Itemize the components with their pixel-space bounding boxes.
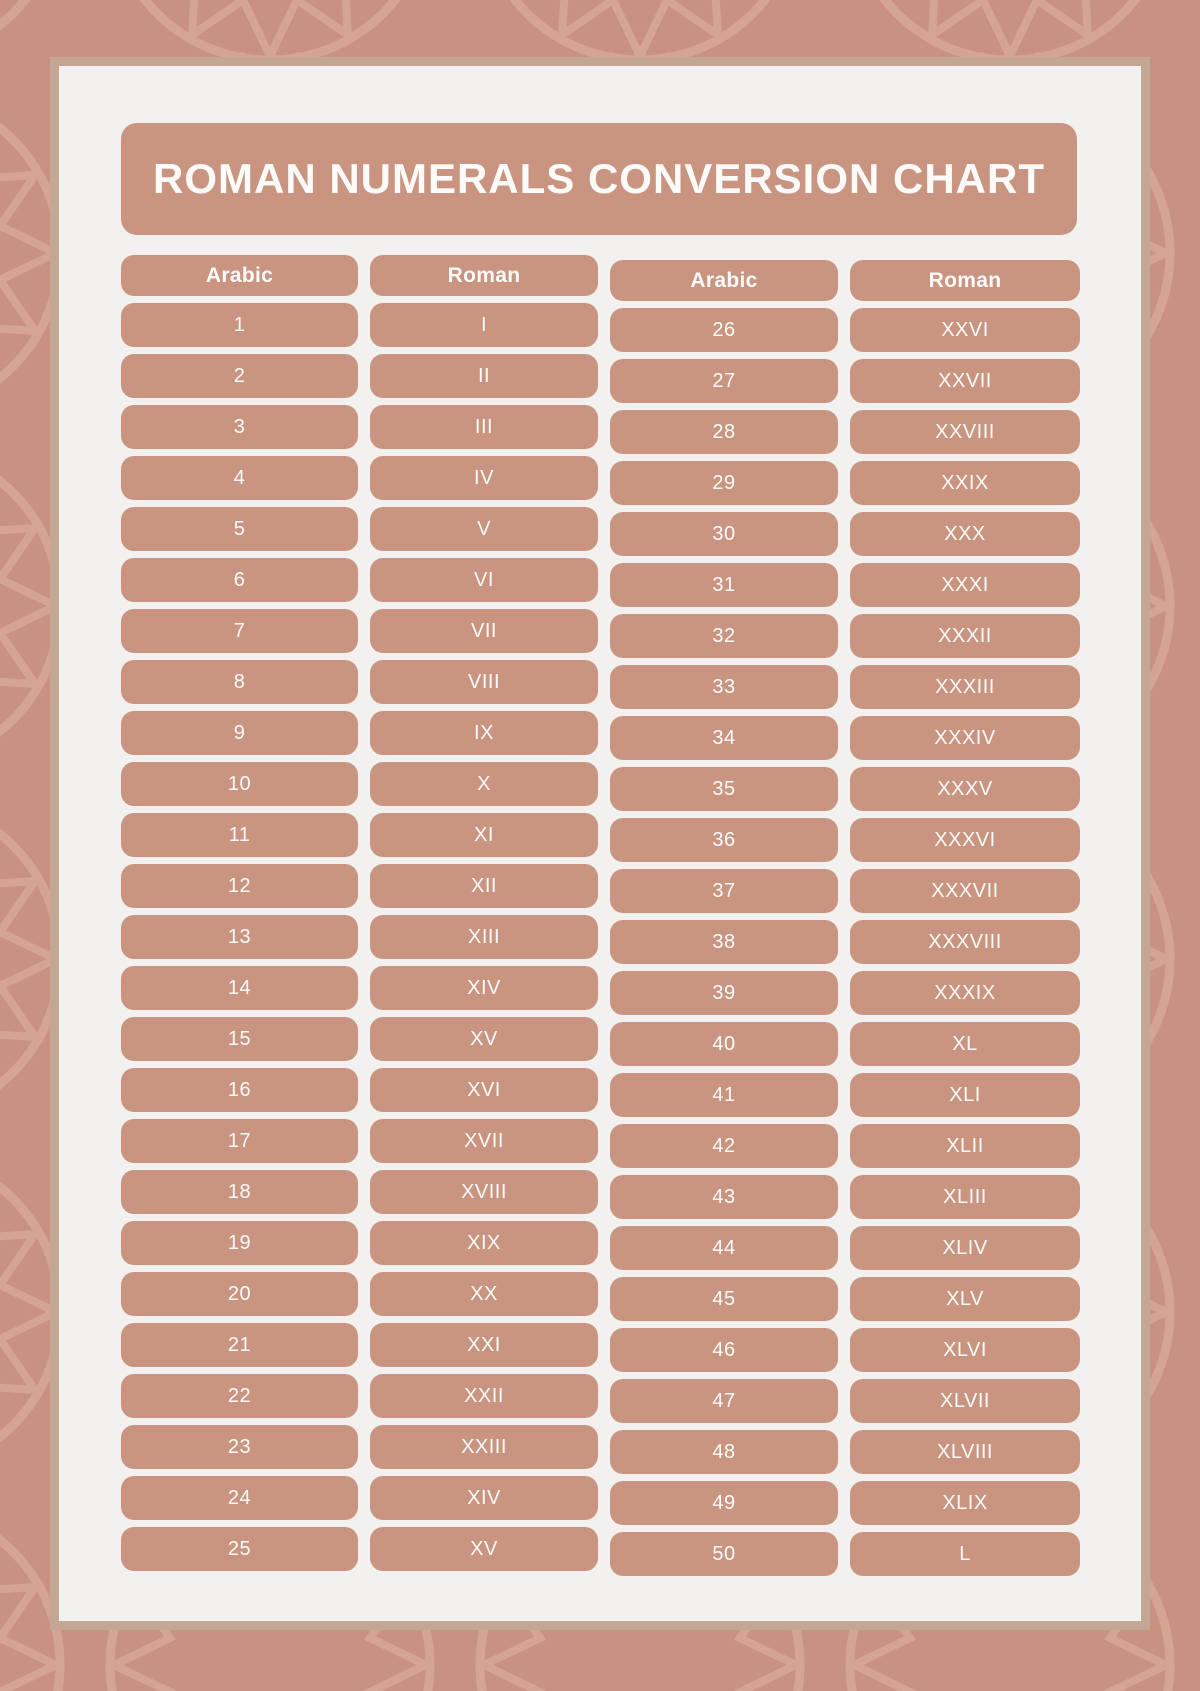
table-cell-arabic: 48 — [610, 1430, 838, 1474]
table-cell-arabic: 30 — [610, 512, 838, 556]
table-cell-roman: XXX — [850, 512, 1080, 556]
table-cell-arabic: 34 — [610, 716, 838, 760]
table-cell-arabic: 28 — [610, 410, 838, 454]
table-cell-arabic: 41 — [610, 1073, 838, 1117]
table-cell-arabic: 17 — [121, 1119, 358, 1163]
table-cell-roman: XXIII — [370, 1425, 598, 1469]
table-cell-roman: II — [370, 354, 598, 398]
table-cell-arabic: 33 — [610, 665, 838, 709]
table-cell-roman: XVII — [370, 1119, 598, 1163]
table-cell-roman: I — [370, 303, 598, 347]
table-cell-roman: XI — [370, 813, 598, 857]
table-cell-roman: XXXVIII — [850, 920, 1080, 964]
table-cell-arabic: 42 — [610, 1124, 838, 1168]
table-cell-roman: XLVI — [850, 1328, 1080, 1372]
table-cell-roman: XXVI — [850, 308, 1080, 352]
table-cell-roman: XXXII — [850, 614, 1080, 658]
table-cell-arabic: 10 — [121, 762, 358, 806]
table-cell-roman: XXVII — [850, 359, 1080, 403]
table-cell-arabic: 32 — [610, 614, 838, 658]
table-cell-roman: XIV — [370, 1476, 598, 1520]
table-cell-arabic: 37 — [610, 869, 838, 913]
table-cell-arabic: 1 — [121, 303, 358, 347]
table-cell-arabic: 39 — [610, 971, 838, 1015]
table-cell-arabic: 27 — [610, 359, 838, 403]
table-cell-roman: V — [370, 507, 598, 551]
table-cell-roman: XXIX — [850, 461, 1080, 505]
table-cell-arabic: 14 — [121, 966, 358, 1010]
chart-title-box — [121, 123, 1077, 235]
table-cell-arabic: 25 — [121, 1527, 358, 1571]
table-cell-arabic: 31 — [610, 563, 838, 607]
table-cell-arabic: 9 — [121, 711, 358, 755]
table-cell-arabic: 38 — [610, 920, 838, 964]
table-cell-roman: XXXVII — [850, 869, 1080, 913]
table-cell-arabic: 19 — [121, 1221, 358, 1265]
table-cell-arabic: 36 — [610, 818, 838, 862]
table-cell-roman: XVI — [370, 1068, 598, 1112]
table-cell-arabic: 4 — [121, 456, 358, 500]
table-cell-roman: XLIX — [850, 1481, 1080, 1525]
conversion-table — [121, 255, 1080, 1571]
table-cell-arabic: 21 — [121, 1323, 358, 1367]
chart-card — [50, 57, 1150, 1630]
column-header-arabic-right: Arabic — [610, 260, 838, 301]
table-cell-roman: XIX — [370, 1221, 598, 1265]
table-cell-roman: XLIV — [850, 1226, 1080, 1270]
table-cell-arabic: 6 — [121, 558, 358, 602]
table-cell-arabic: 49 — [610, 1481, 838, 1525]
column-header-roman-left: Roman — [370, 255, 598, 296]
table-cell-arabic: 3 — [121, 405, 358, 449]
table-cell-roman: XL — [850, 1022, 1080, 1066]
table-cell-roman: XLV — [850, 1277, 1080, 1321]
table-cell-arabic: 15 — [121, 1017, 358, 1061]
table-cell-roman: VII — [370, 609, 598, 653]
table-cell-arabic: 46 — [610, 1328, 838, 1372]
table-cell-roman: XXXIX — [850, 971, 1080, 1015]
table-cell-arabic: 45 — [610, 1277, 838, 1321]
table-cell-arabic: 40 — [610, 1022, 838, 1066]
table-cell-roman: XIV — [370, 966, 598, 1010]
table-cell-roman: IX — [370, 711, 598, 755]
table-cell-arabic: 5 — [121, 507, 358, 551]
table-cell-roman: IV — [370, 456, 598, 500]
table-cell-roman: XIII — [370, 915, 598, 959]
table-cell-arabic: 43 — [610, 1175, 838, 1219]
table-cell-roman: III — [370, 405, 598, 449]
table-cell-roman: XXII — [370, 1374, 598, 1418]
table-cell-roman: XLVIII — [850, 1430, 1080, 1474]
table-cell-roman: XX — [370, 1272, 598, 1316]
table-cell-roman: XXVIII — [850, 410, 1080, 454]
table-cell-arabic: 23 — [121, 1425, 358, 1469]
column-header-roman-right: Roman — [850, 260, 1080, 301]
table-cell-roman: VI — [370, 558, 598, 602]
table-cell-roman: XLIII — [850, 1175, 1080, 1219]
table-cell-arabic: 22 — [121, 1374, 358, 1418]
table-cell-roman: XXXIV — [850, 716, 1080, 760]
table-cell-arabic: 47 — [610, 1379, 838, 1423]
table-cell-roman: XVIII — [370, 1170, 598, 1214]
table-cell-roman: XXXVI — [850, 818, 1080, 862]
table-cell-roman: XXXIII — [850, 665, 1080, 709]
column-header-arabic-left: Arabic — [121, 255, 358, 296]
table-cell-roman: XLI — [850, 1073, 1080, 1117]
table-cell-arabic: 12 — [121, 864, 358, 908]
table-cell-arabic: 29 — [610, 461, 838, 505]
table-cell-arabic: 2 — [121, 354, 358, 398]
table-cell-roman: L — [850, 1532, 1080, 1576]
table-cell-roman: VIII — [370, 660, 598, 704]
table-cell-arabic: 11 — [121, 813, 358, 857]
table-cell-roman: XLVII — [850, 1379, 1080, 1423]
page-title: ROMAN NUMERALS CONVERSION CHART — [153, 155, 1045, 202]
table-cell-roman: XLII — [850, 1124, 1080, 1168]
table-cell-arabic: 35 — [610, 767, 838, 811]
table-cell-arabic: 24 — [121, 1476, 358, 1520]
table-cell-roman: XII — [370, 864, 598, 908]
table-cell-arabic: 26 — [610, 308, 838, 352]
table-cell-arabic: 44 — [610, 1226, 838, 1270]
table-cell-roman: XXXI — [850, 563, 1080, 607]
table-cell-arabic: 18 — [121, 1170, 358, 1214]
table-cell-arabic: 7 — [121, 609, 358, 653]
table-cell-arabic: 8 — [121, 660, 358, 704]
table-cell-roman: XXI — [370, 1323, 598, 1367]
table-cell-roman: X — [370, 762, 598, 806]
table-cell-roman: XV — [370, 1017, 598, 1061]
table-cell-arabic: 20 — [121, 1272, 358, 1316]
table-cell-arabic: 50 — [610, 1532, 838, 1576]
table-cell-roman: XXXV — [850, 767, 1080, 811]
table-cell-arabic: 16 — [121, 1068, 358, 1112]
table-cell-roman: XV — [370, 1527, 598, 1571]
table-cell-arabic: 13 — [121, 915, 358, 959]
